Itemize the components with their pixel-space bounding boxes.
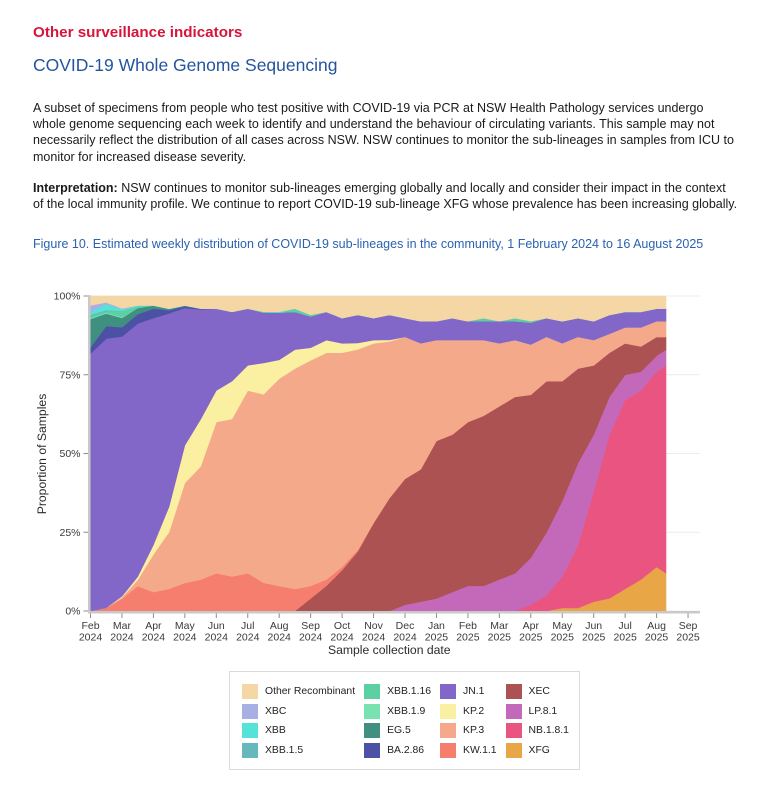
- x-tick-year: 2025: [582, 631, 606, 644]
- y-axis-title: Proportion of Samples: [35, 393, 49, 515]
- legend-label: KP.2: [463, 705, 485, 717]
- legend-item-KW.1.1: [440, 743, 497, 758]
- legend-swatch: [364, 704, 380, 719]
- legend-label: KP.3: [463, 725, 485, 737]
- x-tick-year: 2024: [393, 631, 417, 644]
- legend-item-XBB.1.5: [242, 743, 355, 758]
- legend-swatch: [440, 723, 456, 738]
- x-tick-year: 2025: [424, 631, 449, 644]
- legend-label: KW.1.1: [463, 744, 497, 756]
- legend-swatch: [242, 723, 258, 738]
- legend-swatch: [506, 743, 522, 758]
- x-tick-month: Jan: [427, 620, 445, 632]
- x-tick-month: Nov: [364, 620, 383, 632]
- legend-item-XBB: [242, 723, 355, 738]
- legend-label: XEC: [528, 686, 550, 698]
- x-tick-year: 2024: [298, 631, 323, 644]
- x-tick-year: 2025: [676, 631, 700, 644]
- legend-item-JN.1: [440, 684, 497, 699]
- x-tick-month: Dec: [395, 620, 415, 632]
- x-tick-month: Sep: [301, 620, 320, 632]
- interpretation-text: NSW continues to monitor sub-lineages emerging globally and locally and consider their impact in the context of the local immunity profile. We continue to report COVID-19 sub-lineage XFG whose prevalence has been increasing globally.: [33, 181, 738, 212]
- legend-label: Other Recombinant: [265, 686, 356, 698]
- legend-item-XEC: [506, 684, 569, 699]
- x-tick-month: Aug: [647, 620, 666, 632]
- x-tick-year: 2025: [644, 631, 669, 644]
- x-tick-month: Mar: [112, 620, 131, 632]
- y-tick-label: 50%: [59, 448, 81, 461]
- legend-swatch: [242, 684, 258, 699]
- x-tick-year: 2024: [236, 631, 260, 644]
- legend-label: BA.2.86: [387, 744, 425, 756]
- legend-swatch: [506, 684, 522, 699]
- x-tick-month: Mar: [490, 620, 509, 632]
- legend-item-Other Recombinant: [242, 684, 355, 699]
- y-tick-label: 25%: [59, 526, 81, 539]
- legend-label: XBB.1.16: [387, 686, 432, 698]
- x-axis-title: Sample collection date: [327, 643, 451, 657]
- x-tick-year: 2024: [204, 631, 228, 644]
- legend-item-XBB.1.9: [364, 704, 431, 719]
- x-tick-month: Aug: [269, 620, 289, 632]
- x-tick-year: 2024: [78, 631, 103, 644]
- legend-label: EG.5: [387, 725, 411, 737]
- legend-label: XBB.1.9: [387, 705, 426, 717]
- x-tick-month: May: [552, 620, 573, 632]
- y-tick-label: 75%: [59, 369, 81, 382]
- legend-item-NB.1.8.1: [506, 723, 569, 738]
- x-axis-line: [88, 611, 700, 614]
- legend-item-BA.2.86: [364, 743, 431, 758]
- legend-swatch: [364, 684, 380, 699]
- legend-label: NB.1.8.1: [528, 725, 569, 737]
- y-tick-label: 0%: [65, 605, 81, 618]
- y-tick-label: 100%: [53, 290, 81, 303]
- legend-label: XBB.1.5: [265, 744, 304, 756]
- x-tick-year: 2024: [267, 631, 291, 644]
- x-tick-month: May: [174, 620, 195, 632]
- x-tick-month: Jul: [618, 620, 632, 632]
- intro-paragraph: A subset of specimens from people who test positive with COVID-19 via PCR at NSW Health Pathology services undergo whole genome sequencing each week to identify and understand the behaviour of circulating variants. This sample may not necessarily reflect the distribution of all cases across NSW. NSW continues to monitor the sub-lineages in samples from ICU to monitor for increased disease severity.: [33, 101, 734, 164]
- x-tick-year: 2025: [550, 631, 574, 644]
- legend-swatch: [242, 743, 258, 758]
- legend-swatch: [506, 723, 522, 738]
- legend-swatch: [440, 704, 456, 719]
- x-tick-year: 2025: [519, 631, 543, 644]
- x-tick-month: Feb: [81, 620, 100, 632]
- legend-swatch: [364, 723, 380, 738]
- x-tick-month: Apr: [522, 620, 539, 632]
- legend-item-KP.3: [440, 723, 497, 738]
- x-tick-month: Sep: [678, 620, 698, 632]
- interpretation-paragraph: [33, 180, 739, 212]
- interpretation-label: Interpretation:: [33, 181, 118, 195]
- legend-item-KP.2: [440, 704, 497, 719]
- legend-swatch: [364, 743, 380, 758]
- x-tick-year: 2024: [361, 631, 386, 644]
- x-tick-year: 2024: [141, 631, 166, 644]
- legend-item-LP.8.1: [506, 704, 569, 719]
- legend-item-XBC: [242, 704, 355, 719]
- legend-label: LP.8.1: [528, 705, 558, 717]
- legend-label: XFG: [528, 744, 550, 756]
- y-axis-line: [88, 295, 91, 611]
- x-tick-month: Feb: [458, 620, 477, 632]
- x-tick-year: 2024: [330, 631, 354, 644]
- x-tick-month: Jun: [207, 620, 225, 632]
- legend-item-EG.5: [364, 723, 431, 738]
- legend-label: JN.1: [463, 686, 485, 698]
- figure-caption: Figure 10. Estimated weekly distribution of COVID-19 sub-lineages in the community, 1 February 2024 to 16 August 2025: [33, 237, 704, 251]
- x-tick-year: 2024: [173, 631, 197, 644]
- x-tick-year: 2025: [487, 631, 512, 644]
- legend-swatch: [440, 743, 456, 758]
- x-tick-year: 2025: [613, 631, 637, 644]
- x-tick-month: Jun: [585, 620, 603, 632]
- section-title: Other surveillance indicators: [33, 24, 243, 41]
- legend-swatch: [440, 684, 456, 699]
- legend-swatch: [506, 704, 522, 719]
- legend-label: XBB: [265, 725, 286, 737]
- page-title: COVID-19 Whole Genome Sequencing: [33, 55, 338, 75]
- x-tick-month: Apr: [145, 620, 162, 632]
- legend-label: XBC: [265, 705, 287, 717]
- legend-swatch: [242, 704, 258, 719]
- stacked-area-chart: [0, 284, 762, 664]
- x-tick-month: Jul: [241, 620, 255, 632]
- chart-legend: [229, 671, 580, 770]
- x-tick-year: 2025: [456, 631, 480, 644]
- x-tick-month: Oct: [333, 620, 351, 632]
- legend-item-XBB.1.16: [364, 684, 431, 699]
- x-tick-year: 2024: [110, 631, 134, 644]
- legend-item-XFG: [506, 743, 569, 758]
